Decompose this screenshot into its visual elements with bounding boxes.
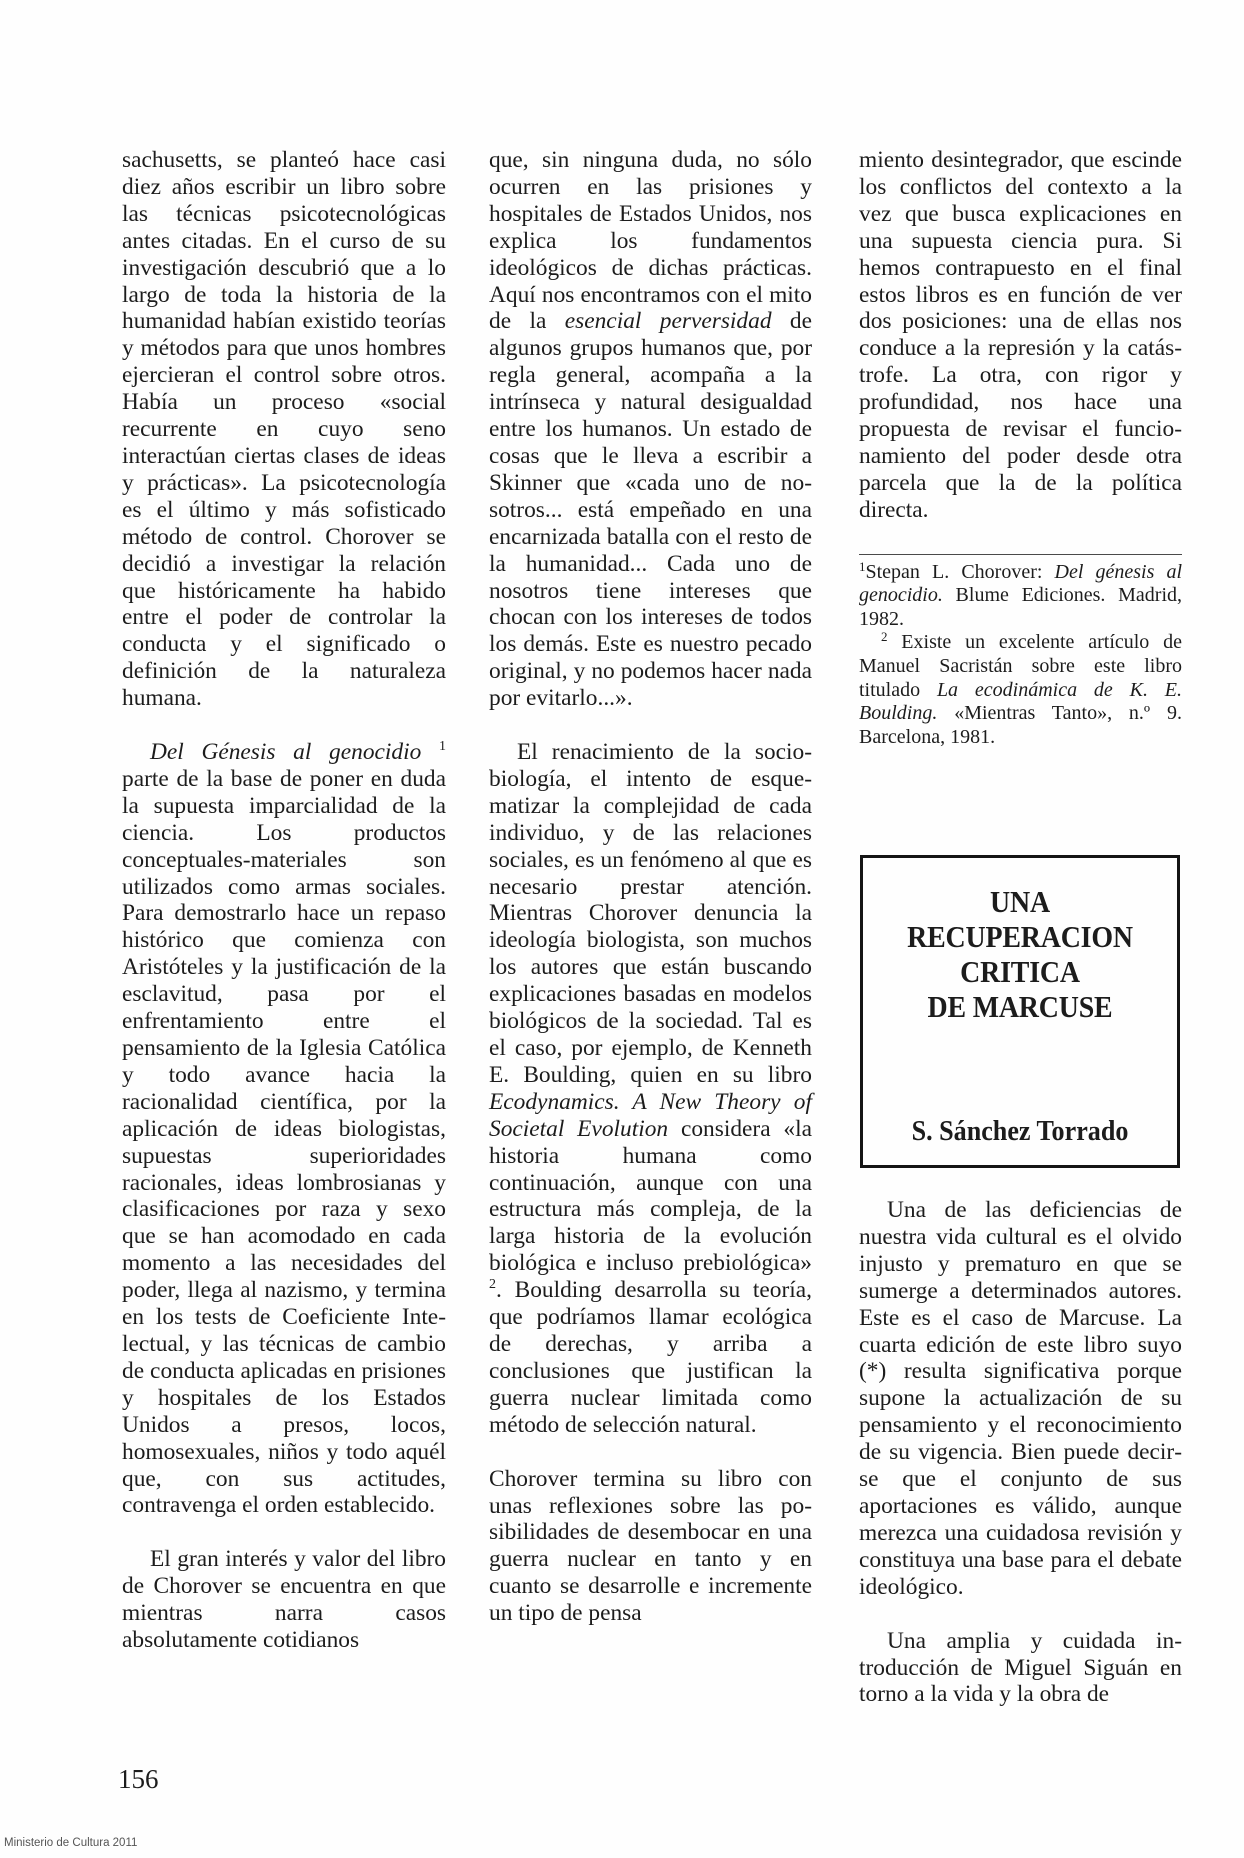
footnote-text: Existe un excelente artículo de Manuel Sacristán sobre este libro titulado [859,631,1182,701]
review-title-box [860,855,1180,1168]
paragraph: Chorover termina su libro con unas reflexiones sobre las posibilidades de desembocar en una guerra nuclear en tanto y en cuanto se desarrolle e incremente un tipo de pensa [489,1465,812,1627]
book-title: Ecodynamics. A New Theory of Societal Evolution [489,1088,812,1142]
review-text [859,1197,1182,1708]
paragraph-text: parte de la base de poner en duda la supuesta imparcialidad de la ciencia. Los productos conceptuales-materiales son utilizados como armas sociales. Para demostrarlo hace un repaso histórico que comienza con Aristóteles y la justificación de la esclavitud, pasa por el enfrentamiento entre el pensamiento de la Iglesia Católica y todo avance hacia la racionalidad científica, por la aplicación de ideas biologistas, supuestas superioridades racionales, ideas lombrosianas y clasificaciones por raza y sexo que se han acomodado en cada momento a las necesidades del poder, llega al nazismo, y termina en los tests de Coeficiente Intelectual, y las técnicas de cambio de conducta aplicadas en prisiones y hospitales de los Estados Unidos a presos, locos, homosexuales, niños y todo aquél que, con sus actitudes, contravenga el orden establecido. [122,765,446,1519]
footnote-mark: 2 [881,629,888,645]
paragraph-text: . Boulding desarrolla su teoría, que podríamos llamar ecológica de derechas, y arriba a conclusiones que justifican la guerra nuclear limitada como método de selección natural. [489,1277,812,1438]
paragraph: miento desintegrador, que escinde los conflictos del contexto a la vez que busca explicaciones en una supuesta ciencia pura. Si hemos contrapuesto en el final estos libros es en función de ver dos posiciones: una de ellas nos conduce a la represión y la catástrofe. La otra, con rigor y profundidad, nos hace una propuesta de revisar el funcionamiento del poder desde otra parcela que la de la política directa. [859,147,1182,523]
paragraph-text: El renacimiento de la sociobiología, el intento de esquematizar la complejidad de cada individuo, y de las relaciones sociales, es un fenómeno al que es necesario prestar atención. Mientras Chorover denuncia la ideología biologista, son muchos los autores que están buscando explicaciones basadas en modelos biológicos de la sociedad. Tal es el caso, por ejemplo, de Kenneth E. Boulding, quien en su libro [489,739,812,1088]
paragraph-text: que, sin ninguna duda, no sólo ocurren en las prisiones y hospitales de Estados Unidos, nos explica los fundamentos ideológicos de dichas prácticas. Aquí nos encontramos con el mito de la [489,147,812,335]
title-line: CRITICA [960,954,1080,989]
page-number: 156 [118,1764,159,1794]
paragraph: sachusetts, se planteó hace casi diez años escribir un libro sobre las técnicas psicotecnológicas antes citadas. En el curso de su investigación descubrió que a lo largo de toda la historia de la humanidad habían existido teorías y métodos para que unos hombres ejercieran el control sobre otros. Había un proceso «social recurrente en cuyo seno interactúan ciertas clases de ideas y prácticas». La psicotecnología es el último y más sofisticado método de control. Chorover se decidió a investigar la relación que históricamente ha habido entre el poder de controlar la conducta y el significado o definición de la naturaleza humana. [122,147,446,712]
paragraph-text: considera «la historia humana como continuación, aunque con una estructura más compleja, de la larga historia de la evolución biológica e incluso prebiológica» [489,1115,812,1277]
paragraph [489,739,812,1439]
text-column-2 [489,147,812,1627]
text-column-3 [859,147,1182,749]
title-line: UNA [990,884,1050,919]
footnote-text: Stepan L. Chorover: [865,560,1055,583]
paragraph [489,147,812,712]
text-column-1 [122,147,446,1654]
footnote-text: Blume Ediciones. Madrid, 1982. [859,584,1182,630]
review-author: S. Sánchez Torrado [911,1115,1129,1147]
footnote-mark: 1 [439,739,446,755]
footnote-mark: 1 [859,558,866,574]
footnote-mark: 2 [489,1277,496,1293]
footnote-text: «Mientras Tanto», n.º 9. Barcelona, 1981. [859,702,1182,748]
footnote-rule [859,554,1182,555]
title-line: DE MARCUSE [927,989,1113,1024]
paragraph: Una de las deficiencias de nuestra vida cultural es el olvido injusto y prematuro en que se sumerge a determinados autores. Este es el caso de Marcuse. La cuarta edición de este libro suyo (*) resulta significativa porque supone la actualización de su pensamiento y el reconocimiento de su vigencia. Bien puede decirse que el conjunto de sus aportaciones es válido, aunque merezca una cuidadosa revisión y constituya una base para el debate ideológico. [859,1197,1182,1600]
book-title: Del Génesis al genocidio [150,739,422,766]
footnote-1 [859,558,1183,632]
scan-credit: Ministerio de Cultura 2011 [4,1837,138,1849]
review-title [879,884,1162,1024]
footnote-title: La ecodinámica de K. E. Boulding. [859,678,1182,725]
footnote-2 [859,631,1182,749]
italic-phrase: esencial perversidad [564,308,772,335]
paragraph: Una amplia y cuidada introducción de Miguel Siguán en torno a la vida y la obra de [859,1627,1182,1708]
paragraph-text: de algunos grupos humanos que, por regla general, acompaña a la intrínseca y natural desigualdad entre los humanos. Un estado de cosas que le lleva a escribir a Skinner que «cada uno de nosotros... está empeñado en una encarnizada batalla con el resto de la humanidad... Cada uno de nosotros tiene intereses que chocan con los intereses de todos los demás. Este es nuestro pecado original, y no podemos hacer nada por evitarlo...». [489,308,812,712]
paragraph: El gran interés y valor del libro de Chorover se encuentra en que mientras narra casos absolutamente cotidianos [122,1546,446,1654]
footnotes [859,554,1182,750]
paragraph [122,739,446,1519]
footnote-title: Del génesis al genocidio. [859,560,1183,607]
title-line: RECUPERACION [907,919,1133,954]
